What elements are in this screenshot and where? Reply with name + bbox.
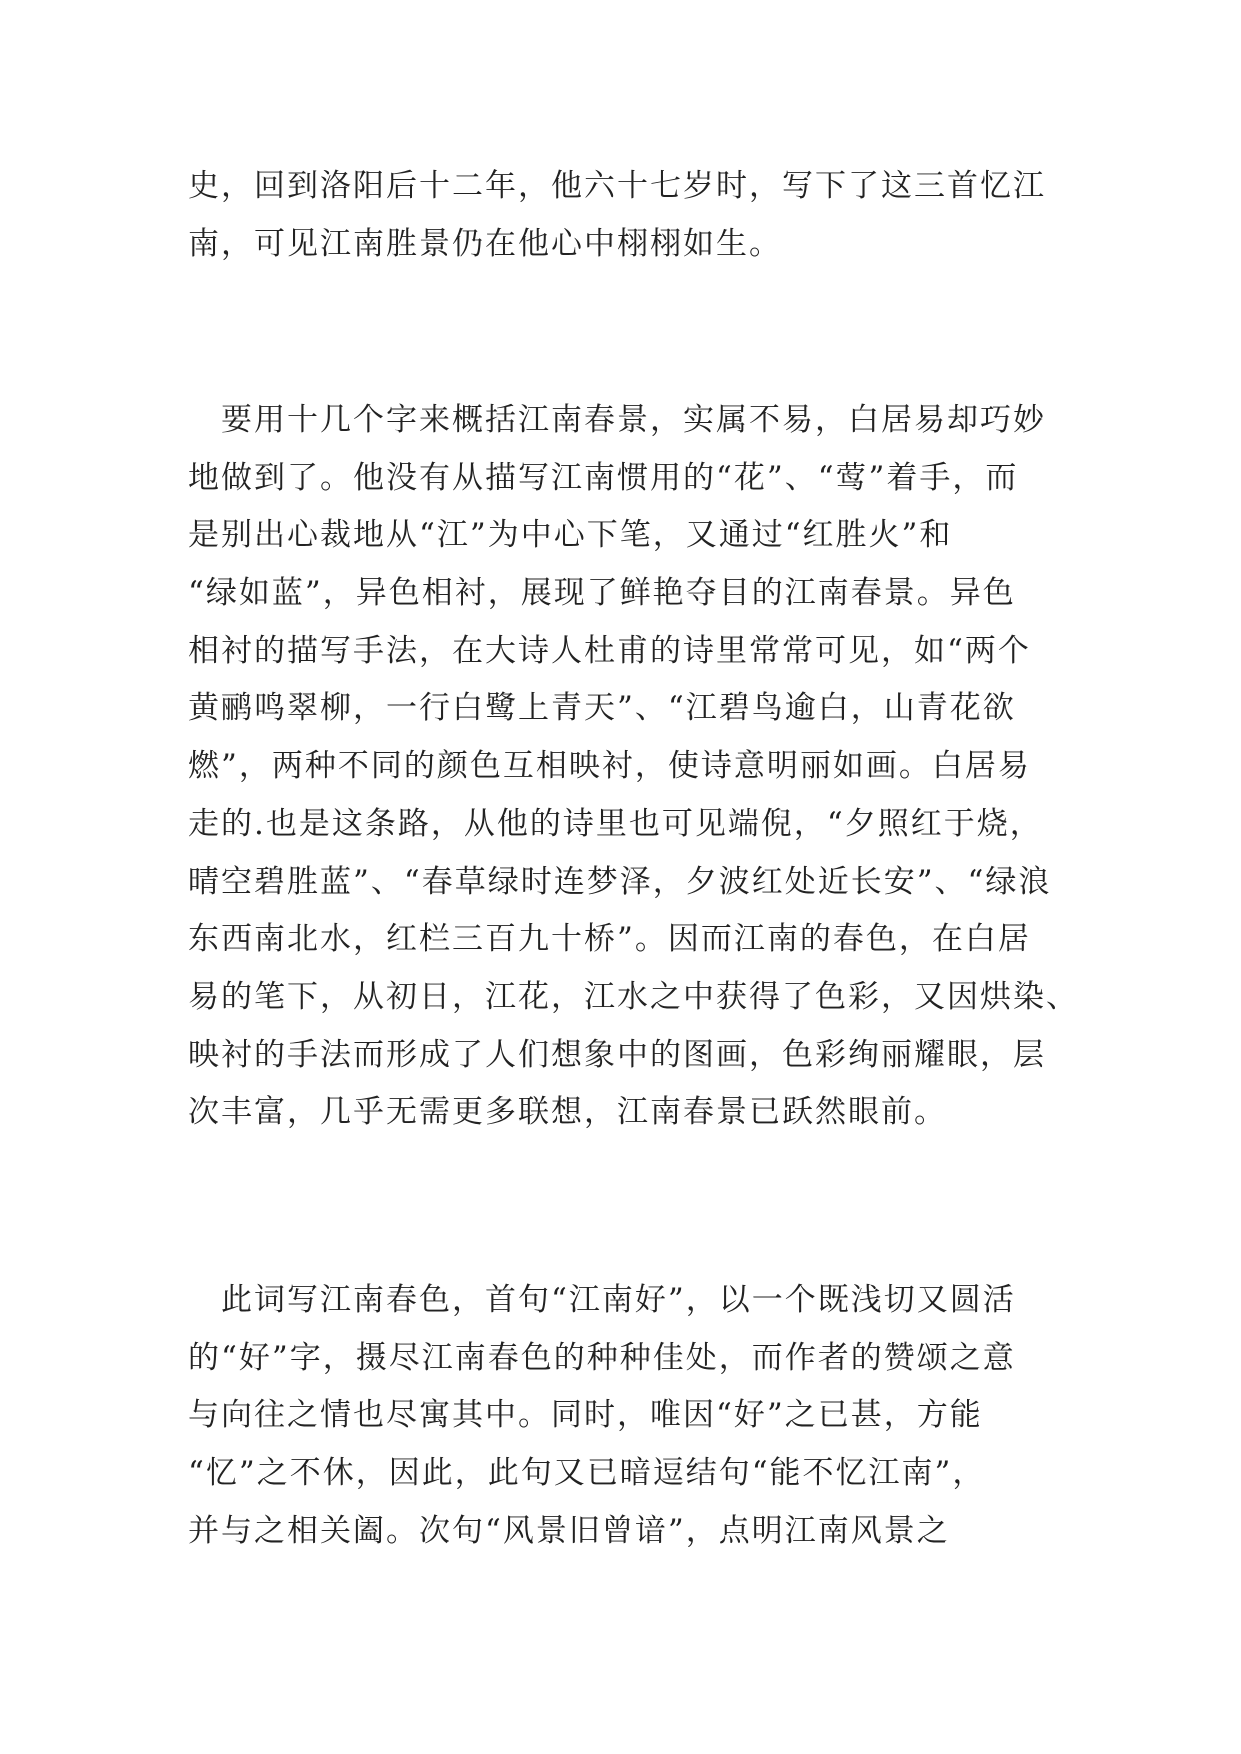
text-line: “绿如蓝”，异色相衬，展现了鲜艳夺目的江南春景。异色 xyxy=(188,575,1016,612)
text-line: 史，回到洛阳后十二年，他六十七岁时，写下了这三首忆江 xyxy=(188,168,1046,204)
paragraph-2 xyxy=(188,392,1079,1142)
text-line: 与向往之情也尽寓其中。同时，唯因“好”之已甚，方能 xyxy=(188,1397,983,1434)
text-line: 映衬的手法而形成了人们想象中的图画，色彩绚丽耀眼，层 xyxy=(188,1036,1046,1073)
text-line: 晴空碧胜蓝”、“春草绿时连梦泽，夕波红处近长安”、“绿浪 xyxy=(188,863,1052,900)
text-line: 的“好”字，摄尽江南春色的种种佳处，而作者的赞颂之意 xyxy=(188,1339,1016,1376)
text-line: 东西南北水，红栏三百九十桥”。因而江南的春色，在白居 xyxy=(188,921,1031,958)
text-line: 要用十几个字来概括江南春景，实属不易，白居易却巧妙 xyxy=(188,402,1046,438)
text-line: 相衬的描写手法，在大诗人杜甫的诗里常常可见，如“两个 xyxy=(188,632,1031,669)
text-line: 燃”，两种不同的颜色互相映衬，使诗意明丽如画。白居易 xyxy=(188,748,1031,785)
text-line: 走的.也是这条路，从他的诗里也可见端倪，“夕照红于烧， xyxy=(188,805,1043,842)
paragraph-3 xyxy=(188,1272,1068,1560)
text-line: 此词写江南春色，首句“江南好”，以一个既浅切又圆活 xyxy=(188,1282,1016,1318)
text-line: 地做到了。他没有从描写江南惯用的“花”、“莺”着手，而 xyxy=(188,459,1019,496)
text-line: 黄鹂鸣翠柳，一行白鹭上青天”、“江碧鸟逾白，山青花欲 xyxy=(188,690,1016,727)
text-line: 次丰富，几乎无需更多联想，江南春景已跃然眼前。 xyxy=(188,1094,947,1131)
text-line: 是别出心裁地从“江”为中心下笔，又通过“红胜火”和 xyxy=(188,517,953,554)
paragraph-1 xyxy=(188,158,1068,273)
text-line: 并与之相关阖。次句“风景旧曾谙”，点明江南风景之 xyxy=(188,1512,950,1549)
text-line: 南，可见江南胜景仍在他心中栩栩如生。 xyxy=(188,225,782,262)
text-line: “忆”之不休，因此，此句又已暗逗结句“能不忆江南”， xyxy=(188,1455,986,1492)
text-line: 易的笔下，从初日，江花，江水之中获得了色彩，又因烘染、 xyxy=(188,978,1079,1015)
